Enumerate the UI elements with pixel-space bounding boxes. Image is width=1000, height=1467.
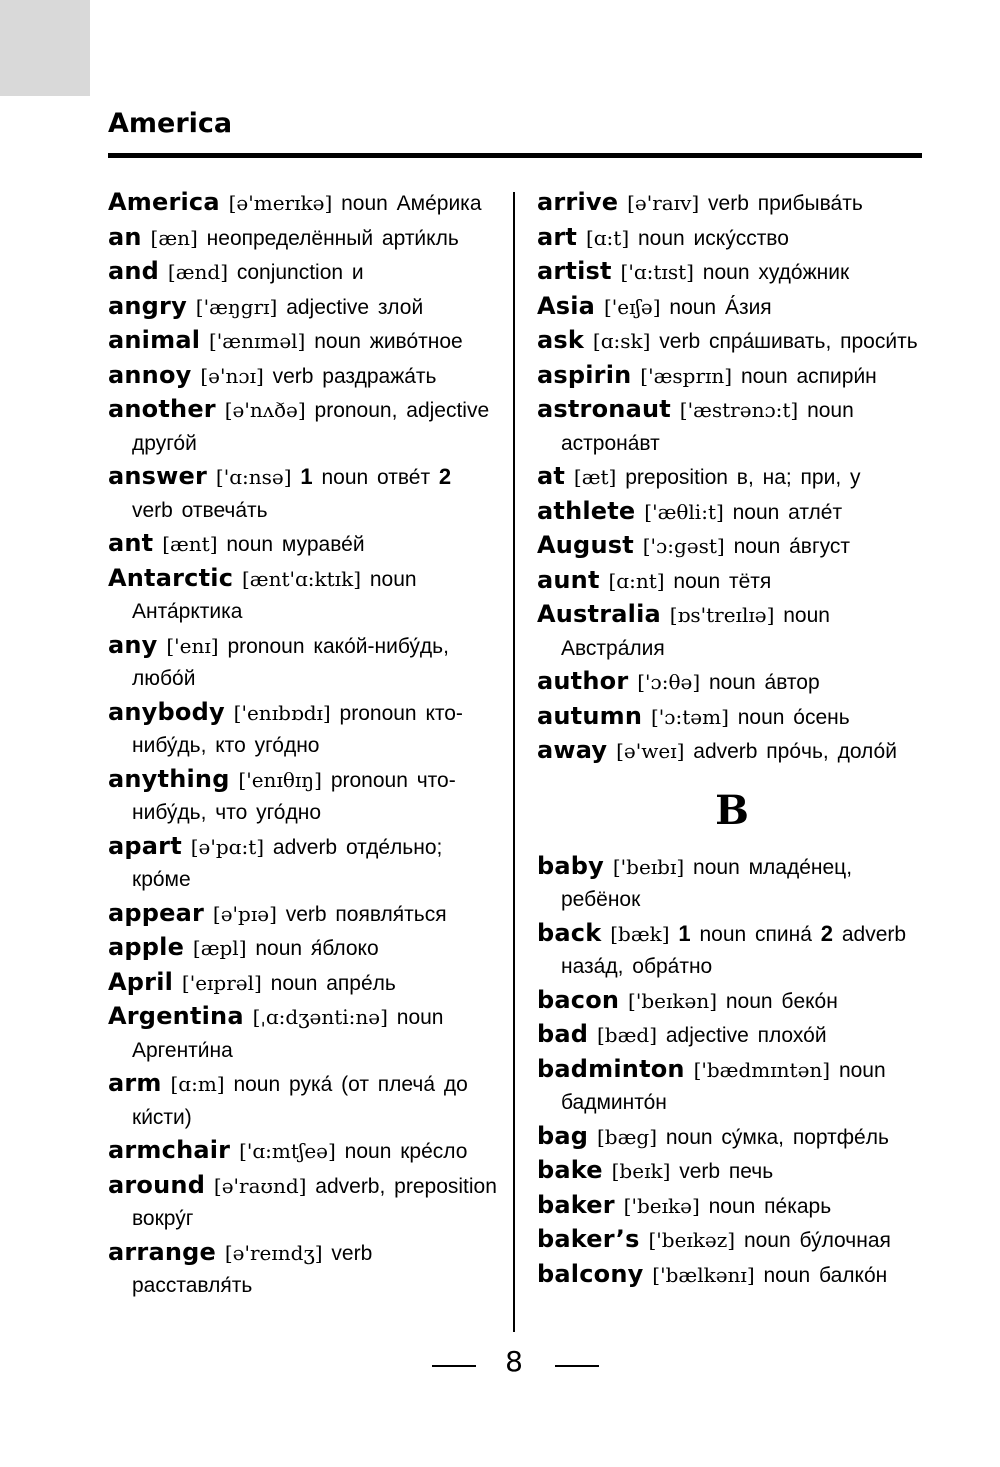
dictionary-entry	[537, 1018, 927, 1053]
headword: bad	[537, 1020, 589, 1048]
transcription: [æt]	[573, 465, 617, 489]
transcription: ['enɪθɪŋ]	[238, 767, 322, 792]
dictionary-entry	[537, 393, 927, 460]
dictionary-entry	[537, 529, 927, 564]
transcription: ['beɪkəz]	[648, 1228, 736, 1252]
definition: noun я́блоко	[255, 937, 379, 960]
definition: noun кре́сло	[344, 1140, 468, 1163]
dictionary-entry	[537, 495, 927, 530]
transcription: ['enɪ]	[166, 633, 219, 658]
dictionary-entry	[537, 850, 927, 917]
dictionary-entry	[537, 984, 927, 1019]
transcription: [ə'raʊnd]	[213, 1173, 307, 1198]
sense-number: 1	[300, 464, 313, 489]
transcription: [ˌɑ:dʒənti:nə]	[252, 1005, 388, 1029]
headword: away	[537, 736, 608, 764]
dictionary-entry	[537, 186, 927, 221]
definition: noun А́зия	[669, 295, 772, 319]
transcription: [ə'weɪ]	[616, 739, 685, 763]
headword: baker’s	[537, 1225, 640, 1253]
dictionary-entry	[108, 255, 500, 290]
definition: noun мураве́й	[226, 533, 365, 556]
transcription: ['eɪʃə]	[603, 294, 661, 319]
headword: annoy	[108, 360, 192, 389]
left-column	[108, 186, 500, 1303]
page-number: 8	[505, 1345, 523, 1378]
headword: an	[108, 222, 142, 251]
transcription: ['æθli:t]	[644, 499, 724, 524]
transcription: [ænt'ɑ:ktɪk]	[241, 566, 362, 591]
headword: bacon	[537, 985, 620, 1014]
headword: ant	[108, 529, 154, 557]
transcription: [bæk]	[610, 921, 670, 946]
definition: noun пе́карь	[708, 1194, 832, 1218]
headword: athlete	[537, 496, 636, 525]
headword: anybody	[108, 697, 225, 726]
definition: verb расставля́ть	[132, 1241, 373, 1297]
definition: noun балко́н	[763, 1263, 888, 1287]
dictionary-entry	[537, 1120, 927, 1155]
headword: back	[537, 918, 602, 947]
definition: noun аспири́н	[740, 364, 877, 388]
right-entries-b	[537, 850, 927, 1293]
transcription: [ænt]	[162, 532, 218, 556]
definition: adverb наза́д, обра́тно	[561, 922, 907, 978]
headword: Asia	[537, 291, 596, 320]
headword: America	[108, 188, 220, 216]
transcription: [ə'nɔɪ]	[200, 363, 264, 388]
sense-number: 1	[678, 920, 691, 946]
transcription: ['beɪbɪ]	[612, 854, 685, 879]
dictionary-entry	[108, 186, 500, 221]
right-entries-a	[537, 186, 927, 769]
transcription: ['æstrənɔ:t]	[679, 398, 799, 422]
transcription: [ə'pɑ:t]	[190, 834, 265, 859]
dictionary-entry	[108, 527, 500, 562]
headword: around	[108, 1170, 206, 1199]
headword: another	[108, 395, 216, 423]
definition: noun атле́т	[732, 500, 843, 524]
dictionary-entry	[108, 393, 500, 460]
headword: baker	[537, 1190, 615, 1219]
definition: verb спра́шивать, проси́ть	[659, 330, 918, 353]
dictionary-entry	[537, 1053, 927, 1120]
definition: noun бу́лочная	[743, 1229, 891, 1252]
transcription: ['beɪkə]	[623, 1193, 700, 1218]
headword: August	[537, 531, 634, 559]
transcription: [ɑ:nt]	[608, 568, 665, 593]
headword: arrange	[108, 1237, 217, 1266]
transcription: ['ɔ:gəst]	[642, 534, 725, 558]
transcription: ['ɔ:θə]	[637, 670, 701, 694]
transcription: ['ɑ:mtʃeə]	[239, 1139, 336, 1163]
definition: noun апре́ль	[270, 971, 396, 995]
headword: Australia	[537, 600, 661, 628]
dictionary-entry	[537, 359, 927, 394]
definition: pronoun како́й-нибу́дь, любо́й	[132, 634, 449, 690]
definition: noun рука́ (от плеча́ до ки́сти)	[132, 1073, 468, 1129]
transcription: ['bælkənɪ]	[652, 1262, 755, 1287]
dictionary-entry	[537, 917, 927, 984]
dictionary-entry	[537, 700, 927, 735]
headword: at	[537, 462, 566, 490]
definition: verb появля́ться	[285, 902, 447, 926]
definition: noun отве́т	[321, 466, 431, 489]
transcription: ['bædmɪntən]	[693, 1057, 831, 1082]
dictionary-entry	[108, 629, 500, 696]
definition: noun младе́нец, ребёнок	[561, 855, 853, 911]
definition: adjective плохо́й	[665, 1024, 827, 1047]
transcription: [ɑ:t]	[585, 225, 630, 250]
definition: verb печь	[679, 1160, 774, 1183]
headword: aunt	[537, 565, 600, 594]
right-column	[537, 186, 927, 1292]
dictionary-entry	[537, 1258, 927, 1293]
headword: arrive	[537, 188, 619, 216]
definition: verb раздража́ть	[272, 364, 437, 388]
header-rule	[108, 153, 922, 158]
headword: balcony	[537, 1259, 644, 1288]
transcription: [ə'reɪndʒ]	[224, 1240, 323, 1265]
transcription: [ə'pɪə]	[212, 901, 277, 926]
dictionary-entry	[108, 1067, 500, 1134]
section-letter: B	[715, 786, 749, 834]
transcription: [ə'nʌðə]	[224, 398, 306, 422]
headword: appear	[108, 898, 205, 927]
definition: pronoun что-нибу́дь, что уго́дно	[132, 768, 456, 824]
definition: adverb, preposition вокру́г	[132, 1174, 497, 1230]
headword: and	[108, 257, 160, 285]
corner-tab	[0, 0, 90, 96]
dictionary-entry	[537, 665, 927, 700]
dictionary-entry	[537, 460, 927, 495]
column-divider	[513, 192, 515, 1332]
definition: adjective злой	[286, 295, 424, 319]
definition: noun Аме́рика	[341, 192, 482, 215]
definition: noun бeко́н	[725, 989, 838, 1013]
definition: noun бадминто́н	[561, 1058, 886, 1114]
headword: Argentina	[108, 1002, 244, 1030]
dictionary-entry	[537, 1223, 927, 1258]
definition: noun живо́тное	[314, 330, 463, 353]
headword: any	[108, 630, 158, 659]
dictionary-entry	[108, 763, 500, 830]
dictionary-entry	[108, 966, 500, 1001]
transcription: [æn]	[150, 225, 198, 250]
dictionary-entry	[537, 255, 927, 290]
transcription: [ə'merɪkə]	[228, 191, 333, 215]
headword: animal	[108, 326, 201, 354]
dictionary-entry	[537, 1189, 927, 1224]
dictionary-entry	[537, 598, 927, 665]
dictionary-entry	[537, 221, 927, 256]
dictionary-entry	[108, 290, 500, 325]
definition: noun а́вгуст	[733, 535, 850, 558]
dictionary-entry	[108, 359, 500, 394]
headword: arm	[108, 1069, 162, 1097]
dictionary-entry	[108, 1169, 500, 1236]
transcription: [ə'raɪv]	[627, 191, 700, 215]
transcription: [ɒs'treɪlɪə]	[669, 603, 775, 627]
headword: badminton	[537, 1054, 685, 1083]
headword: armchair	[108, 1136, 231, 1164]
transcription: [ɑ:sk]	[592, 329, 651, 353]
headword: artist	[537, 257, 612, 285]
headword: bag	[537, 1121, 589, 1150]
left-entries	[108, 186, 500, 1303]
dictionary-entry	[537, 564, 927, 599]
headword: bake	[537, 1156, 603, 1184]
headword: astronaut	[537, 395, 671, 423]
definition: noun а́втор	[708, 671, 820, 694]
sense-number: 2	[820, 920, 834, 946]
dictionary-entry	[108, 562, 500, 629]
transcription: ['ænɪməl]	[208, 329, 306, 353]
sense-number: 2	[438, 464, 452, 489]
headword: art	[537, 222, 578, 251]
definition: noun су́мка, портфе́ль	[665, 1125, 889, 1149]
definition: неопределённый арти́кль	[206, 226, 459, 250]
definition: noun худо́жник	[702, 261, 850, 284]
headword: answer	[108, 462, 208, 490]
definition: adverb отде́льно; кро́ме	[132, 835, 443, 891]
transcription: [bæg]	[597, 1124, 658, 1149]
dictionary-entry	[108, 1134, 500, 1169]
page-footer	[0, 1345, 1000, 1385]
definition: noun Анта́рктика	[132, 567, 417, 623]
definition: adverb про́чь, доло́й	[693, 740, 897, 763]
transcription: ['ɑ:tɪst]	[620, 260, 694, 284]
definition: verb отвеча́ть	[132, 498, 268, 522]
headword: apple	[108, 933, 185, 961]
transcription: ['enɪbɒdɪ]	[233, 700, 331, 725]
transcription: [æpl]	[192, 936, 247, 960]
headword: autumn	[537, 701, 643, 730]
transcription: [bæd]	[597, 1023, 658, 1047]
dictionary-entry	[108, 1236, 500, 1303]
definition: noun спина́	[699, 922, 812, 946]
transcription: ['ɑ:nsə]	[215, 465, 292, 489]
dictionary-entry	[537, 1154, 927, 1189]
dictionary-entry	[108, 221, 500, 256]
definition: verb прибыва́ть	[708, 192, 863, 215]
definition: pronoun, adjective друго́й	[132, 399, 490, 455]
definition: pronoun кто-нибу́дь, кто уго́дно	[132, 701, 463, 757]
definition: noun о́сень	[737, 705, 850, 729]
transcription: ['æŋgrɪ]	[195, 294, 278, 319]
definition: noun астрона́вт	[561, 399, 854, 455]
dictionary-entry	[108, 830, 500, 897]
dictionary-entry	[108, 1000, 500, 1067]
headword: author	[537, 667, 629, 695]
headword: baby	[537, 851, 604, 880]
headword: aspirin	[537, 360, 632, 389]
headword: anything	[108, 764, 230, 793]
running-head: America	[108, 108, 233, 139]
dictionary-entry	[108, 931, 500, 966]
folio-line-left	[432, 1365, 476, 1367]
dictionary-entry	[537, 290, 927, 325]
dictionary-entry	[108, 324, 500, 359]
dictionary-entry	[108, 460, 500, 527]
headword: angry	[108, 291, 187, 320]
transcription: ['beɪkən]	[628, 988, 718, 1013]
folio-line-right	[555, 1365, 599, 1367]
transcription: ['ɔ:təm]	[650, 704, 729, 729]
transcription: [ænd]	[167, 260, 228, 284]
definition: noun тётя	[673, 569, 772, 593]
dictionary-entry	[108, 696, 500, 763]
dictionary-entry	[537, 324, 927, 359]
definition: noun иску́сство	[637, 226, 789, 250]
dictionary-entry	[108, 897, 500, 932]
definition: conjunction и	[236, 261, 364, 284]
transcription: ['eɪprəl]	[181, 970, 262, 995]
dictionary-entry	[537, 734, 927, 769]
transcription: [beɪk]	[611, 1159, 671, 1183]
definition: noun Аргенти́на	[132, 1006, 444, 1062]
headword: Antarctic	[108, 563, 234, 592]
transcription: ['æsprɪn]	[640, 363, 733, 388]
headword: apart	[108, 831, 182, 860]
definition: preposition в, на; при, у	[625, 466, 861, 489]
definition: noun Австра́лия	[561, 604, 830, 660]
headword: April	[108, 967, 174, 996]
transcription: [ɑ:m]	[170, 1072, 225, 1096]
headword: ask	[537, 326, 585, 354]
